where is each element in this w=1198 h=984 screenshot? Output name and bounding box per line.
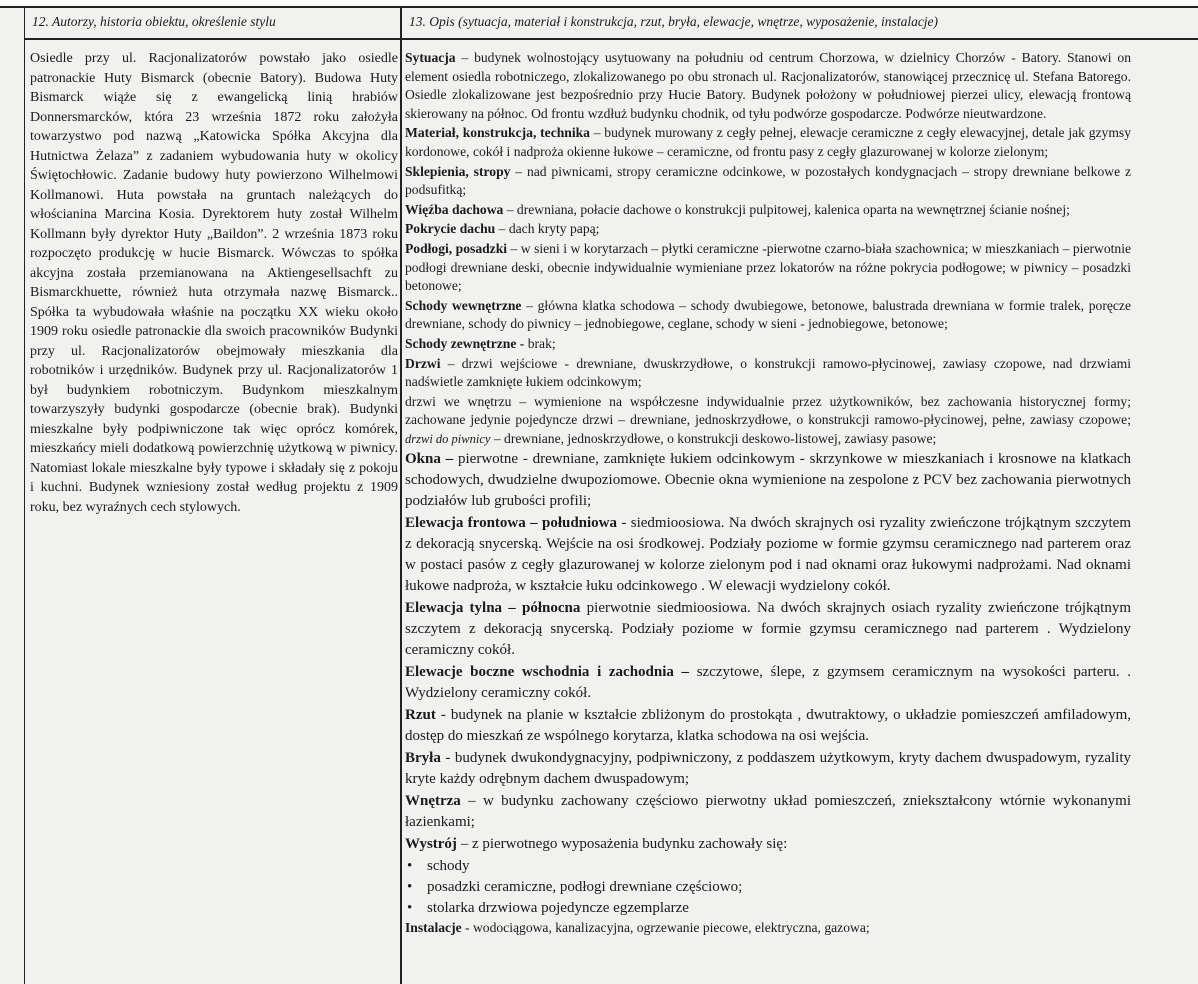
column-divider — [400, 8, 402, 984]
elewacja-frontowa-text: - siedmioosiowa. Na dwóch skrajnych osi ryzality zwieńczone trójkątnym szczytem z dekoracją snycerską. Wejście na osi środkowej. Podziały poziome w formie gzymsu ceramicznego nad parterem oraz w postaci pasów z cegły glazurowanej w kolorze zielonym pod i nad oknami oraz łukowymi nadprożami. Nad oknami łukowe nadproża, w kształcie łuku odcinkowego . W elewacji wydzielony cokół. — [405, 515, 1131, 595]
schody-wew-text: – główna klatka schodowa – schody dwubiegowe, betonowe, balustrada drewniana w formie tralek, poręcze drewniane, schody do piwnicy – jednobiegowe, ceglane, schody w sieni - jednobiegowe, betonowe; — [405, 297, 1132, 332]
elewacja-frontowa-label: Elewacja frontowa – południowa — [405, 515, 618, 532]
okna-paragraph — [405, 449, 1131, 512]
sytuacja-label: Sytuacja — [405, 50, 456, 65]
schody-zew-text: brak; — [524, 335, 556, 351]
material-label: Materiał, konstrukcja, technika — [405, 125, 590, 141]
sklepienia-label: Sklepienia, stropy — [405, 163, 511, 179]
drzwi-piwnica-text: – drewniane, jednoskrzydłowe, o konstrukcji deskowo-listowej, zawiasy pasowe; — [490, 430, 937, 446]
elewacja-frontowa-paragraph — [405, 513, 1131, 597]
list-item: • stolarka drzwiowa pojedyncze egzemplarze — [405, 898, 1131, 919]
rzut-paragraph — [405, 705, 1131, 747]
list-item: • schody — [405, 856, 1131, 877]
wystroj-paragraph — [405, 834, 1131, 855]
sytuacja-text: – budynek wolnostojący usytuowany na południu od centrum Chorzowa, w dzielnicy Chorzów - Batory. Stanowi on element osiedla robotniczego, zlokalizowanego po obu stronach ul. Racjonalizatorów, stanowiącej przecznicę ul. Stefana Batorego. Osiedle zlokalizowane jest bezpośrednio przy Hucie Batory. Budynek położony w południowej pierzei ulicy, elewacją frontową skierowany na północ. Od frontu wzdłuż budynku chodnik, od tyłu podwórze gospodarcze. Podwórze nieutwardzone. — [405, 50, 1131, 121]
bryla-paragraph — [405, 748, 1131, 790]
elewacja-tylna-text: pierwotnie siedmioosiowa. Na dwóch skrajnych osiach ryzality zwieńczone trójkątnym szczytem z dekoracją snycerską. Podziały poziome w formie gzymsu ceramicznego nad parterem . Wydzielony ceramiczny cokół. — [405, 600, 1131, 659]
drzwi-label: Drzwi — [405, 355, 441, 371]
podlogi-text: – w sieni i w korytarzach – płytki ceramiczne -pierwotne czarno-biała szachownica; w mieszkaniach – pierwotnie podłogi drewniane deski, obecnie indywidualnie wymieniane przez lokatorów na różne pokrycia podłogowe; w piwnicy – posadzki betonowe; — [405, 240, 1131, 294]
material-paragraph — [405, 124, 1131, 161]
wnetrza-paragraph — [405, 791, 1131, 833]
okna-label: Okna – — [405, 451, 454, 468]
sklepienia-paragraph — [405, 163, 1131, 200]
elewacje-boczne-text: szczytowe, ślepe, z gzymsem ceramicznym na wysokości parteru. . Wydzielony ceramiczny cokół. — [405, 664, 1131, 702]
description-column — [405, 49, 1131, 939]
material-text: – budynek murowany z cegły pełnej, elewacje ceramiczne z cegły elewacyjnej, detale jak gzymsy kordonowe, cokół i nadproża okienne łukowe – ceramiczne, od frontu pasy z cegły glazurowanej w kolorze zielonym; — [405, 125, 1131, 159]
drzwi-paragraph — [405, 355, 1131, 392]
podlogi-label: Podłogi, posadzki — [405, 240, 508, 256]
wnetrza-label: Wnętrza — [405, 793, 461, 810]
instalacje-text: - wodociągowa, kanalizacyjna, ogrzewanie piecowe, elektryczna, gazowa; — [461, 920, 870, 936]
wystroj-list — [405, 856, 1131, 919]
instalacje-label: Instalacje — [405, 920, 462, 936]
rzut-text: - budynek na planie w kształcie zbliżonym do prostokąta , dwutraktowy, o układzie pomieszczeń amfiladowym, dostęp do mieszkań ze wspólnego korytarza, klatka schodowa na osi wejścia. — [405, 707, 1131, 745]
wiezba-paragraph — [405, 201, 1131, 220]
elewacje-boczne-label: Elewacje boczne wschodnia i zachodnia – — [405, 664, 690, 681]
wiezba-text: – drewniana, połacie dachowe o konstrukcji pulpitowej, kalenica oparta na wewnętrznej ścianie nośnej; — [503, 201, 1070, 217]
section-12-heading: 12. Autorzy, historia obiektu, określenie stylu — [32, 14, 276, 29]
wiezba-label: Więźba dachowa — [405, 201, 504, 217]
elewacja-tylna-label: Elewacja tylna – północna — [405, 600, 581, 617]
drzwi-wnetrze-paragraph — [405, 393, 1131, 449]
drzwi-text: – drzwi wejściowe - drewniane, dwuskrzydłowe, o konstrukcji ramowo-płycinowej, zawiasy czopowe, nad drzwiami nadświetle zamknięte łukiem odcinkowym; — [405, 355, 1131, 390]
drzwi-piwnica-label: drzwi do piwnicy — [405, 431, 491, 446]
schody-wew-paragraph — [405, 297, 1131, 334]
schody-wew-label: Schody wewnętrzne — [405, 297, 522, 313]
wystroj-text: – z pierwotnego wyposażenia budynku zachowały się: — [456, 836, 788, 853]
okna-text: pierwotne - drewniane, zamknięte łukiem odcinkowym - skrzynkowe w mieszkaniach i krosnowe na klatkach schodowych, dwudzielne dwupoziomowe. Obecnie okna wymienione na zespolone z PCV bez zachowania pierwotnych podziałów lub grubości profili; — [405, 451, 1131, 510]
wnetrza-text: – w budynku zachowany częściowo pierwotny układ pomieszczeń, zniekształcony wtórnie wykonanymi łazienkami; — [405, 793, 1131, 831]
drzwi-wnetrze-text: drzwi we wnętrzu – wymienione na współczesne indywidualnie przez użytkowników, bez zachowania historycznej formy; zachowane jedynie pojedyncze drzwi – drewniane, jednoskrzydłowe, o konstrukcji ramowo-płycinowej, pełne, zawiasy czopowe; — [405, 393, 1131, 428]
bryla-label: Bryła — [405, 750, 441, 767]
rzut-label: Rzut — [405, 707, 436, 724]
section-13-heading: 13. Opis (sytuacja, materiał i konstrukcja, rzut, bryła, elewacje, wnętrze, wyposażenie, instalacje) — [409, 14, 939, 29]
elewacja-tylna-paragraph — [405, 598, 1131, 661]
bryla-text: - budynek dwukondygnacyjny, podpiwniczony, z poddaszem użytkowym, kryty dachem dwuspadowym, ryzality kryte każdy odrębnym dachem dwuspadowym; — [405, 750, 1131, 788]
list-item: • posadzki ceramiczne, podłogi drewniane częściowo; — [405, 877, 1131, 898]
sklepienia-text: – nad piwnicami, stropy ceramiczne odcinkowe, w pozostałych kondygnacjach – stropy drewniane belkowe z podsufitką; — [405, 163, 1131, 198]
header-rule — [24, 38, 1198, 40]
sytuacja-paragraph — [405, 49, 1131, 123]
pokrycie-paragraph — [405, 220, 1131, 239]
schody-zew-label: Schody zewnętrzne - — [405, 335, 525, 351]
pokrycie-label: Pokrycie dachu — [405, 221, 496, 237]
elewacje-boczne-paragraph — [405, 662, 1131, 704]
instalacje-paragraph — [405, 919, 1131, 938]
pokrycie-text: – dach kryty papą; — [495, 221, 600, 237]
wystroj-label: Wystrój — [405, 836, 457, 853]
schody-zew-paragraph — [405, 335, 1131, 354]
podlogi-paragraph — [405, 240, 1131, 296]
history-text: Osiedle przy ul. Racjonalizatorów powstało jako osiedle patronackie Huty Bismarck (obecnie Batory). Budowa Huty Bismarck wiąże się z ewangelicką linią hrabiów Donnersmarcków, która 23 września 1872 roku założyła towarzystwo pod nazwą „Katowicka Spółka Akcyjna dla Hutnictwa Żelaza” z zadaniem wybudowania huty w okolicy Świętochłowic. Zadanie budowy huty powierzono Wilhelmowi Kollmanowi. Huta powstała na gruntach należących do włościanina Marcina Kosia. Dyrektorem huty został Wilhelm Kollmann były dyrektor Huty „Baildon”. 2 września 1873 roku rozpoczęto produkcję w hucie Bismarck. Wówczas to spółka akcyjna została przemianowana na Aktiengesellsachft zu Bismarckhuette, również huta otrzymała nazwę Bismarck.. Spółka ta wybudowała właśnie na początku XX wieku około 1909 roku osiedle patronackie dla swoich pracowników Budynki przy ul. Racjonalizatorów obejmowały mieszkania dla robotników i urzędników. Budynek przy ul. Racjonalizatorów 1 był budynkiem robotniczym. Budynkom mieszkalnym towarzyszyły budynki gospodarcze (obecnie brak). Budynki mieszkalne były podpiwniczone tak więc oprócz komórek, mieszkańcy mieli dodatkową powierzchnię użytkową w piwnicy. Natomiast lokale mieszkalne były typowe i składały się z pokoju i kuchni. Budynek wzniesiony został według projektu z 1909 roku, bez wyraźnych cech stylowych. — [30, 51, 398, 515]
